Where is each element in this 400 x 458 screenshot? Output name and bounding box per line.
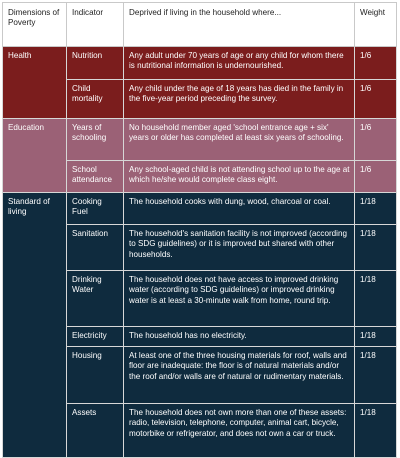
indicator-cell: Sanitation — [67, 225, 124, 271]
description-cell: The household cooks with dung, wood, charcoal or coal. — [124, 193, 355, 225]
description-cell: At least one of the three housing materials for roof, walls and floor are inadequate: the floor is of natural materials and/or the roof and/or walls are of natural or rudimentary materials. — [124, 347, 355, 404]
header-indicator: Indicator — [67, 3, 124, 47]
indicator-cell: Housing — [67, 347, 124, 404]
description-cell: Any adult under 70 years of age or any child for whom there is nutritional information is undernourished. — [124, 47, 355, 80]
description-cell: The household does not have access to improved drinking water (according to SDG guidelines) or improved drinking water is at least a 30-minute walk from home, round trip. — [124, 271, 355, 327]
description-cell: Any school-aged child is not attending school up to the age at which he/she would complete class eight. — [124, 161, 355, 193]
description-cell: No household member aged 'school entrance age + six' years or older has completed at least six years of schooling. — [124, 119, 355, 161]
weight-cell: 1/6 — [355, 47, 397, 80]
weight-cell: 1/18 — [355, 271, 397, 327]
weight-cell: 1/18 — [355, 404, 397, 458]
indicator-cell: Nutrition — [67, 47, 124, 80]
indicator-cell: Years of schooling — [67, 119, 124, 161]
weight-cell: 1/6 — [355, 80, 397, 119]
weight-cell: 1/18 — [355, 347, 397, 404]
indicator-cell: Drinking Water — [67, 271, 124, 327]
indicator-cell: Cooking Fuel — [67, 193, 124, 225]
indicator-cell: School attendance — [67, 161, 124, 193]
indicator-cell: Electricity — [67, 327, 124, 347]
description-cell: The household does not own more than one of these assets: radio, television, telephone, computer, animal cart, bicycle, motorbike or refrigerator, and does not own a car or truck. — [124, 404, 355, 458]
weight-cell: 1/18 — [355, 225, 397, 271]
indicator-cell: Child mortality — [67, 80, 124, 119]
header-deprived: Deprived if living in the household where... — [124, 3, 355, 47]
table-row — [3, 47, 397, 80]
weight-cell: 1/6 — [355, 161, 397, 193]
dimension-health: Health — [3, 47, 67, 119]
header-weight: Weight — [355, 3, 397, 47]
weight-cell: 1/6 — [355, 119, 397, 161]
table-row — [3, 119, 397, 161]
description-cell: Any child under the age of 18 years has died in the family in the five-year period preceding the survey. — [124, 80, 355, 119]
poverty-dimensions-table — [2, 2, 397, 458]
header-dimension: Dimensions of Poverty — [3, 3, 67, 47]
header-row — [3, 3, 397, 47]
description-cell: The household's sanitation facility is not improved (according to SDG guidelines) or it is improved but shared with other households. — [124, 225, 355, 271]
weight-cell: 1/18 — [355, 327, 397, 347]
table-row — [3, 193, 397, 225]
indicator-cell: Assets — [67, 404, 124, 458]
dimension-standard-of-living: Standard of living — [3, 193, 67, 458]
description-cell: The household has no electricity. — [124, 327, 355, 347]
dimension-education: Education — [3, 119, 67, 193]
weight-cell: 1/18 — [355, 193, 397, 225]
